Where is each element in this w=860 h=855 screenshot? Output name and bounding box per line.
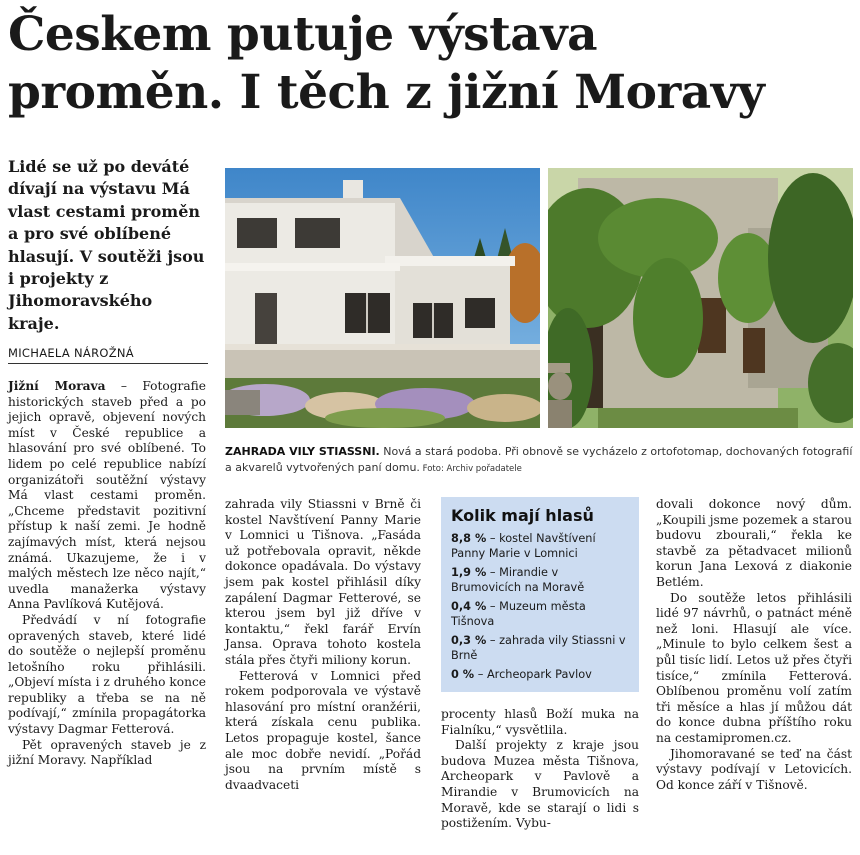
poll-label: – Archeopark Pavlov	[474, 668, 592, 681]
dateline: Jižní Morava	[8, 379, 106, 393]
paragraph	[8, 379, 206, 613]
headline-line-1: Českem putuje výstava	[8, 7, 598, 62]
paragraph: dovali dokonce nový dům. „Koupili jsme pozemek a starou budovu zbourali,“ řekla ke stavbě za pětadvacet milionů korun Jana Lexová z diakonie Betlém.	[656, 497, 852, 589]
headline-line-2: proměn. I těch z jižní Moravy	[8, 65, 765, 120]
poll-label: – zahrada vily Stiassni v Brně	[451, 634, 626, 662]
photo-villa-stiassni-before	[548, 168, 853, 428]
poll-item	[441, 667, 639, 682]
poll-title: Kolik mají hlasů	[451, 506, 594, 525]
photo-villa-stiassni-restored	[225, 168, 540, 428]
poll-item	[441, 599, 639, 629]
article-column-4	[656, 497, 852, 793]
poll-percent: 8,8 %	[451, 532, 487, 545]
poll-label: – Mirandie v Brumovicích na Moravě	[451, 566, 585, 594]
paragraph: Další projekty z kraje jsou budova Muzea města Tišnova, Archeopark v Pavlově a Mirandie v Brumovicích na Moravě, kde se starají o lidi s postižením. Vybu-	[441, 738, 639, 831]
poll-percent: 1,9 %	[451, 566, 487, 579]
article-column-3	[441, 707, 639, 832]
caption-title: ZAHRADA VILY STIASSNI.	[225, 445, 380, 458]
poll-label: – kostel Navštívení Panny Marie v Lomnici	[451, 532, 596, 560]
paragraph: Jihomoravané se teď na část výstavy podívají v Letovicích. Od konce září v Tišnově.	[656, 746, 852, 792]
poll-percent: 0,3 %	[451, 634, 487, 647]
photo-caption	[225, 444, 855, 477]
poll-item	[441, 565, 639, 595]
overgrown-villa-illustration	[548, 168, 853, 428]
paragraph: Předvádí v ní fotografie opravených staveb, které lidé do soutěže o nejlepší proměnu letošního roku přihlásili. „Objeví místa i z druhého konce republiky a třeba se na ně podívají,“ zmínila propagátorka výstavy Dagmar Fetterová.	[8, 612, 206, 737]
paragraph: procenty hlasů Boží muka na Fialníku,“ vysvětlila.	[441, 707, 639, 737]
paragraph: zahrada vily Stiassni v Brně či kostel Navštívení Panny Marie v Lomnici u Tišnova. „Fasáda už potřebovala opravit, někde dokonce opadávala. Do výstavy jsem pak kostel přihlásil díky zapálení Dagmar Fetterové, se kterou jsem byl již dříve v kontaktu,“ řekl farář Ervín Jansa. Oprava tohoto kostela stála přes čtyři miliony korun.	[225, 497, 421, 667]
poll-percent: 0,4 %	[451, 600, 487, 613]
poll-label: – Muzeum města Tišnova	[451, 600, 586, 628]
headline	[8, 6, 858, 122]
villa-photo-illustration	[225, 168, 540, 428]
paragraph: Pět opravených staveb je z jižní Moravy. Například	[8, 737, 206, 768]
paragraph: Fetterová v Lomnici před rokem podporovala ve výstavě hlasování pro místní oranžérii, která získala cenu publika. Letos propaguje kostel, šance ale moc dobře nevidí. „Pořád jsou na prvním místě s dvaadvaceti	[225, 668, 421, 792]
lead-paragraph: Lidé se už po deváté dívají na výstavu Má vlast cestami proměn a pro své oblíbené hlasují. V soutěži jsou i projekty z Jihomoravského kraje.	[8, 157, 205, 333]
poll-item	[441, 633, 639, 663]
paragraph: Do soutěže letos přihlásili lidé 97 návrhů, o patnáct méně než loni. Hlasují ale více. „Minule to bylo celkem šest a půl tisíc lidí. Letos už přes čtyři tisíce,“ zmínila Fetterová. Oblíbenou proměnu volí zatím tři měsíce a hlas jí můžou dát do konce dubna příštího roku na cestamipromen.cz.	[656, 590, 852, 745]
article-column-1	[8, 379, 206, 769]
poll-percent: 0 %	[451, 668, 475, 681]
poll-item	[441, 531, 639, 561]
article-column-2	[225, 497, 421, 793]
caption-text: Nová a stará podoba. Při obnově se vycházelo z ortofotomap, dochovaných fotografií a akvarelů vytvořených paní domu.	[225, 445, 853, 474]
poll-box	[441, 497, 639, 692]
byline: MICHAELA NÁROŽNÁ	[8, 346, 208, 364]
paragraph-text: – Fotografie historických staveb před a po jejich opravě, objevení nových míst v České republice a hlasování pro své oblíbené. To lidem po celé republice nabízí organizátoři soutěžní výstavy Má vlast cestami proměn. „Chceme představit pozitivní přístup k naší zemi. Je hodně zajímavých míst, která nejsou známá. Ukazujeme, že i v malých městech lze něco najít,“ uvedla manažerka výstavy Anna Pavlíková Kutějová.	[8, 379, 206, 612]
photo-credit: Foto: Archiv pořadatele	[419, 464, 522, 474]
